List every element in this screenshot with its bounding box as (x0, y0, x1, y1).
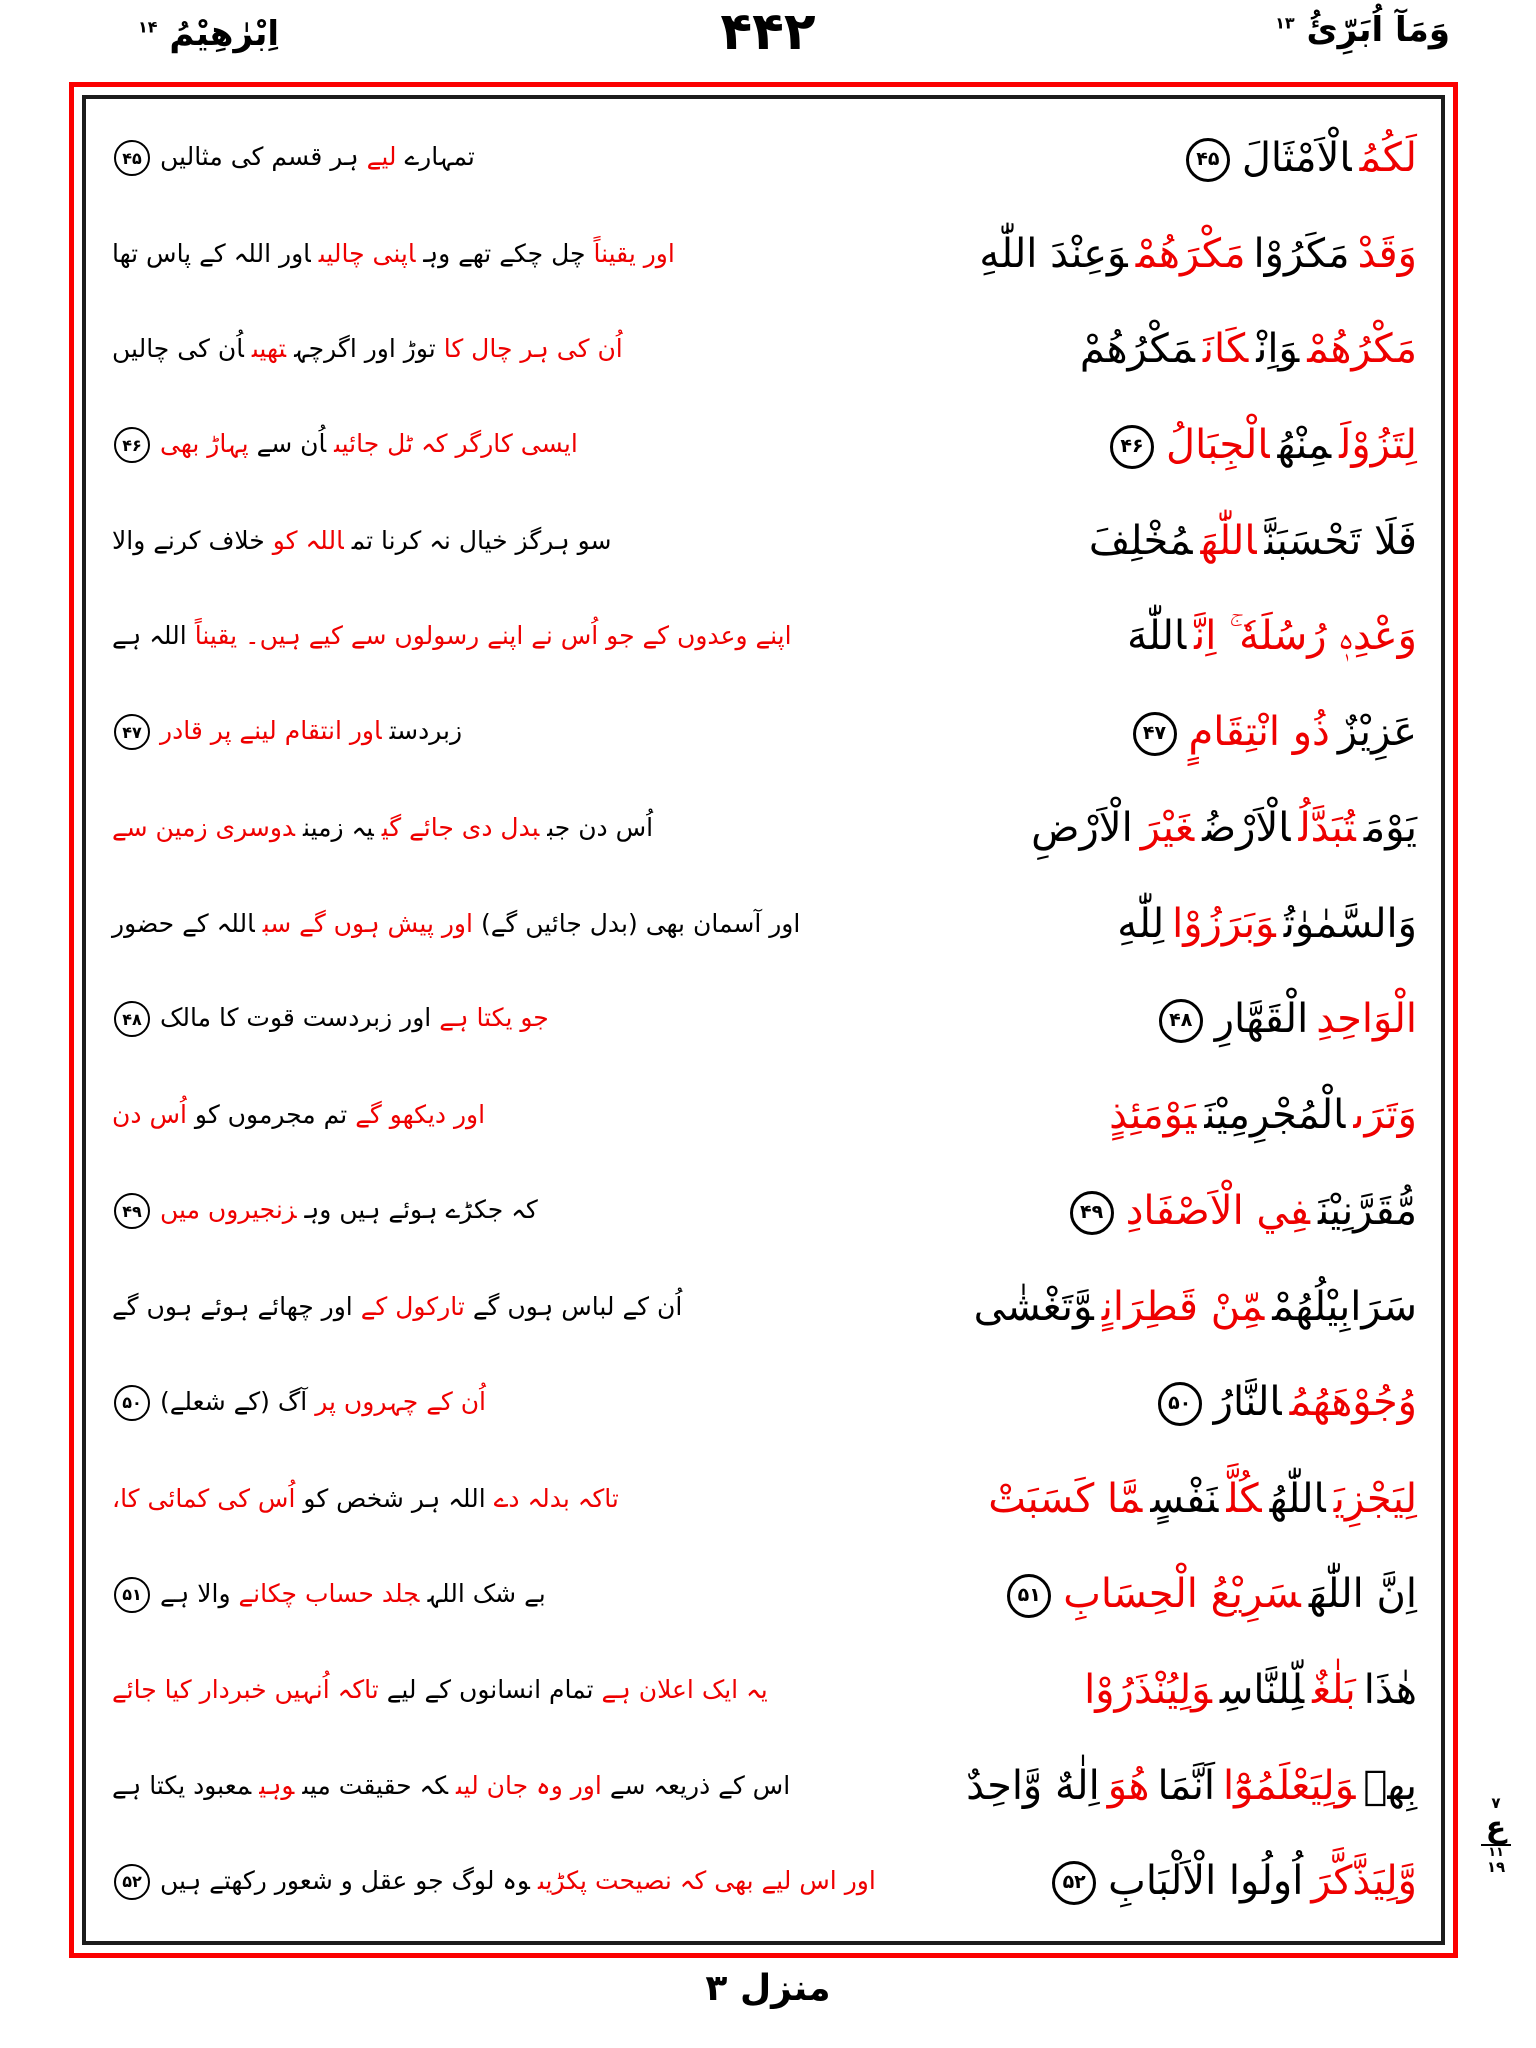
ayah-number-badge: ۴۹ (114, 1193, 150, 1229)
arabic-text (1102, 422, 1421, 469)
verse-row (102, 1476, 1421, 1522)
ayah-number-badge: ۴۸ (114, 1001, 150, 1037)
urdu-translation (102, 1193, 542, 1229)
arabic-segment: يَوْمَ (1363, 805, 1417, 852)
arabic-segment: بِهٖ (1363, 1762, 1417, 1809)
arabic-segment: عَزِيْزٌ (1337, 708, 1417, 755)
arabic-segment: كُلَّ (1226, 1475, 1262, 1522)
manzil-label: منزل ۳ (705, 1968, 831, 2009)
ayah-number-badge: ۴۹ (1070, 1191, 1114, 1235)
urdu-segment: اُس دن جب (547, 813, 654, 843)
urdu-segment: زبردست (389, 716, 463, 746)
arabic-segment: وَعْدِهٖ رُسُلَهٗ ۚ اِنَّ (1194, 613, 1417, 660)
urdu-segment: بدل دی جائے گی (381, 813, 540, 843)
ruku-number-in-juz: ۱۹ (1486, 1857, 1506, 1876)
arabic-segment: اللّٰهَ (1200, 518, 1257, 565)
arabic-segment: هُوَ (1107, 1762, 1150, 1809)
urdu-segment: سو ہرگز خیال نہ کرنا تم (351, 526, 612, 556)
urdu-segment: تاکہ اُنہیں خبردار کیا جائے (112, 1675, 379, 1705)
verse-row (102, 1858, 1421, 1905)
arabic-segment: وَلِيَعْلَمُوْٓا (1223, 1762, 1356, 1809)
urdu-segment: توڑ اور اگرچہ (294, 334, 436, 364)
ruku-ain-symbol: ع (1485, 1809, 1507, 1845)
arabic-segment: اِنَّ اللّٰهَ (1308, 1571, 1417, 1618)
verse-row (102, 422, 1421, 469)
arabic-segment: لِّلنَّاسِ (1219, 1667, 1305, 1714)
arabic-segment: مِّنْ قَطِرَانٍ (1101, 1283, 1265, 1330)
urdu-translation (102, 1675, 772, 1705)
arabic-segment: مَكَرُوْا (1253, 231, 1350, 278)
urdu-segment: کہ جکڑے ہوئے ہیں وہ (304, 1195, 538, 1225)
juz-name (1275, 10, 1450, 50)
ayah-number-badge: ۵۱ (114, 1577, 150, 1613)
arabic-segment: الْوَاحِدِ (1316, 995, 1417, 1042)
arabic-text (984, 1476, 1421, 1522)
arabic-text (962, 1763, 1421, 1809)
verse-row (102, 1284, 1421, 1330)
urdu-translation (102, 621, 796, 651)
urdu-segment: بے شک اللہ (427, 1578, 546, 1608)
urdu-segment: تمہارے (404, 142, 475, 172)
arabic-segment: الْاَرْضُ (1202, 805, 1291, 852)
arabic-segment: اُولُوا الْاَلْبَابِ (1108, 1858, 1304, 1905)
urdu-segment: کہ حقیقت میں (302, 1770, 449, 1800)
urdu-segment: تمام انسانوں کے لیے (386, 1675, 594, 1705)
arabic-segment: اَنَّمَا (1157, 1762, 1216, 1809)
ayah-number-badge: ۵۲ (114, 1864, 150, 1900)
urdu-segment: اللہ ہے (112, 621, 187, 651)
arabic-segment: وَلِيُنْذَرُوْا (1084, 1667, 1212, 1714)
urdu-segment: اور اللہ کے پاس تھا (112, 239, 311, 269)
urdu-translation (102, 334, 627, 364)
arabic-segment: مَّا كَسَبَتْ (988, 1475, 1143, 1522)
urdu-segment: معبود یکتا ہے (112, 1770, 252, 1800)
arabic-segment: مَكْرَهُمْ (1135, 231, 1246, 278)
urdu-segment: اس کے ذریعہ سے (609, 1770, 791, 1800)
verse-row (102, 326, 1421, 372)
urdu-segment: تھیں (251, 334, 287, 364)
arabic-segment: الْجِبَالُ (1166, 421, 1270, 468)
urdu-segment: اُن سے (256, 429, 327, 459)
urdu-translation (102, 909, 804, 939)
arabic-segment: وَّلِيَذَّكَّرَ (1311, 1858, 1417, 1905)
urdu-translation (102, 1864, 880, 1900)
surah-number: ۱۴ (138, 17, 158, 37)
urdu-segment: زنجیروں میں (160, 1195, 297, 1225)
urdu-segment: اللہ ہر شخص کو (303, 1483, 486, 1513)
surah-title: اِبْرٰهِيْمُ (169, 14, 280, 54)
urdu-segment: والا ہے (160, 1578, 231, 1608)
arabic-segment: الْاَرْضِ (1031, 805, 1133, 852)
urdu-segment: تم مجرموں کو (194, 1100, 348, 1130)
urdu-segment: اُس کی کمائی کا، (112, 1483, 296, 1513)
urdu-segment: تاکہ بدلہ دے (493, 1483, 619, 1513)
urdu-segment: اپنے وعدوں کے جو اُس نے اپنے رسولوں سے کیے ہیں۔ یقیناً (194, 621, 792, 651)
urdu-segment: اُن کے لباس ہوں گے (472, 1291, 683, 1321)
arabic-segment: كَانَ (1202, 326, 1249, 373)
verse-row (102, 518, 1421, 564)
arabic-segment: بَلٰغٌ (1312, 1667, 1356, 1714)
arabic-segment: مُخْلِفَ (1088, 518, 1193, 565)
arabic-segment: سَرَابِيْلُهُمْ (1272, 1283, 1417, 1330)
arabic-text (999, 1571, 1421, 1618)
urdu-segment: اور یقیناً (593, 239, 675, 269)
urdu-translation (102, 1771, 794, 1801)
ruku-margin-marker (1472, 1796, 1520, 1876)
arabic-segment: وَبَرَزُوْا (1172, 900, 1276, 947)
ayah-number-badge: ۴۷ (1133, 712, 1177, 756)
urdu-translation (102, 140, 479, 176)
urdu-translation (102, 1577, 550, 1613)
urdu-translation (102, 714, 466, 750)
urdu-segment: آگ (کے شعلے) (160, 1386, 308, 1416)
urdu-segment: ایسی کارگر کہ ٹل جائیں (334, 429, 578, 459)
urdu-segment: اللہ کو (272, 526, 344, 556)
arabic-segment: اللّٰهَ (1127, 613, 1187, 660)
urdu-segment: اللہ کے حضور (112, 908, 255, 938)
urdu-translation (102, 239, 679, 269)
arabic-segment: ذُو انْتِقَامٍ (1188, 708, 1330, 755)
urdu-translation (102, 813, 657, 843)
arabic-segment: مَكْرُهُمْ (1307, 326, 1417, 373)
verse-row (102, 1571, 1421, 1618)
arabic-segment: وَاِنْ (1256, 326, 1300, 373)
verse-row (102, 805, 1421, 851)
verse-row (102, 613, 1421, 659)
urdu-segment: پہاڑ بھی (160, 429, 249, 459)
verse-rows-container (92, 104, 1435, 1936)
arabic-text (1076, 326, 1421, 372)
urdu-segment: جلد حساب چکانے (238, 1578, 420, 1608)
verse-row (102, 231, 1421, 277)
arabic-segment: الْاَمْثَالَ (1241, 134, 1352, 181)
urdu-translation (102, 1484, 623, 1514)
verse-row (102, 1763, 1421, 1809)
arabic-segment: وَتَرَى (1353, 1092, 1417, 1139)
page-header (0, 0, 1536, 80)
arabic-text (1150, 1379, 1421, 1426)
ayah-number-badge: ۴۷ (114, 714, 150, 750)
urdu-translation (102, 1100, 489, 1130)
arabic-text (1062, 1188, 1421, 1235)
arabic-text (1113, 901, 1421, 947)
urdu-segment: اور چھائے ہوئے ہوں گے (112, 1291, 353, 1321)
urdu-segment: اُن کے چہروں پر (315, 1386, 486, 1416)
arabic-segment: النَّارُ (1213, 1379, 1282, 1426)
urdu-translation (102, 1385, 490, 1421)
ruku-number-in-surah: ۷ (1491, 1794, 1501, 1812)
arabic-segment: وَّتَغْشٰى (973, 1283, 1094, 1330)
verse-row (102, 1379, 1421, 1426)
urdu-segment: چل چکے تھے وہ (423, 239, 586, 269)
arabic-text (1123, 613, 1421, 659)
arabic-text (1125, 709, 1422, 756)
arabic-segment: هٰذَا (1363, 1667, 1417, 1714)
arabic-text (975, 231, 1421, 277)
arabic-segment: لِلّٰهِ (1117, 900, 1165, 947)
urdu-segment: اور انتقام لینے پر قادر (160, 716, 382, 746)
verse-row (102, 1188, 1421, 1235)
ayah-number-badge: ۵۱ (1007, 1574, 1051, 1618)
ayah-number-badge: ۵۰ (114, 1385, 150, 1421)
urdu-segment: جو یکتا ہے (439, 1003, 549, 1033)
arabic-segment: مَكْرُهُمْ (1079, 326, 1195, 373)
urdu-translation (102, 526, 616, 556)
arabic-segment: سَرِيْعُ الْحِسَابِ (1063, 1571, 1301, 1618)
verse-row (102, 1667, 1421, 1713)
arabic-text (1151, 996, 1421, 1043)
arabic-segment: وُجُوْهَهُمُ (1289, 1379, 1417, 1426)
urdu-segment: خلاف کرنے والا (112, 526, 265, 556)
arabic-segment: تُبَدَّلُ (1298, 805, 1356, 852)
ayah-number-badge: ۵۲ (1052, 1861, 1096, 1905)
urdu-segment: اپنی چالیں (318, 239, 416, 269)
ayah-number-badge: ۴۵ (1186, 138, 1230, 182)
urdu-segment: وہ لوگ جو عقل و شعور رکھتے ہیں (160, 1865, 530, 1895)
arabic-segment: اِلٰهٌ وَّاحِدٌ (966, 1762, 1100, 1809)
urdu-segment: یہ زمین (303, 813, 374, 843)
urdu-segment: تارکول کے (360, 1291, 465, 1321)
verse-row (102, 996, 1421, 1043)
arabic-segment: نَفْسٍ (1150, 1475, 1219, 1522)
juz-title: وَمَآ اُبَرِّئُ (1306, 10, 1450, 50)
urdu-segment: اور پیش ہوں گے سب (262, 908, 473, 938)
urdu-segment: اور زبردست قوت کا مالک (160, 1003, 432, 1033)
arabic-segment: يَوْمَئِذٍ (1109, 1092, 1197, 1139)
arabic-segment: لِيَجْزِيَ (1333, 1475, 1417, 1522)
verse-row (102, 135, 1421, 182)
ayah-number-badge: ۴۸ (1159, 999, 1203, 1043)
arabic-segment: مُّقَرَّنِيْنَ (1317, 1187, 1417, 1234)
arabic-segment: فِي الْاَصْفَادِ (1125, 1187, 1310, 1234)
arabic-segment: وَقَدْ (1357, 231, 1417, 278)
ayah-number-badge: ۴۵ (114, 140, 150, 176)
urdu-segment: اُن کی چالیں (112, 334, 244, 364)
urdu-segment: وہی (259, 1770, 295, 1800)
verse-row (102, 901, 1421, 947)
arabic-text (1105, 1092, 1421, 1138)
urdu-segment: اور اس لیے بھی کہ نصیحت پکڑیں (537, 1865, 876, 1895)
arabic-text (970, 1284, 1421, 1330)
urdu-segment: یہ ایک اعلان ہے (601, 1675, 768, 1705)
urdu-translation (102, 1001, 553, 1037)
urdu-segment: لیے (366, 142, 397, 172)
arabic-text (1027, 805, 1421, 851)
urdu-segment: اور آسمان بھی (بدل جائیں گے) (480, 908, 801, 938)
urdu-segment: ہر قسم کی مثالیں (160, 142, 359, 172)
ayah-number-badge: ۴۶ (1110, 425, 1154, 469)
urdu-translation (102, 427, 582, 463)
arabic-segment: الْمُجْرِمِيْنَ (1204, 1092, 1346, 1139)
arabic-segment: وَعِنْدَ اللّٰهِ (979, 231, 1128, 278)
urdu-segment: اُن کی ہر چال کا (443, 334, 623, 364)
verse-row (102, 709, 1421, 756)
ruku-ayah-count: ۱۱ (1481, 1844, 1511, 1860)
urdu-segment: اور وہ جان لیں (456, 1770, 602, 1800)
arabic-text (1178, 135, 1421, 182)
arabic-text (1085, 518, 1421, 564)
arabic-segment: مِنْهُ (1277, 421, 1332, 468)
arabic-segment: لِتَزُوْلَ (1339, 421, 1417, 468)
verse-row (102, 1092, 1421, 1138)
arabic-segment: غَيْرَ (1140, 805, 1195, 852)
urdu-segment: اُس دن (112, 1100, 187, 1130)
arabic-text (1080, 1667, 1421, 1713)
page-number: ۴۴۲ (720, 2, 816, 62)
urdu-translation (102, 1292, 686, 1322)
urdu-segment: دوسری زمین سے (112, 813, 296, 843)
arabic-text (1044, 1858, 1421, 1905)
arabic-segment: فَلَا تَحْسَبَنَّ (1264, 518, 1417, 565)
arabic-segment: الْقَهَّارِ (1214, 995, 1309, 1042)
urdu-segment: اور دیکھو گے (355, 1100, 486, 1130)
ayah-number-badge: ۴۶ (114, 427, 150, 463)
arabic-segment: وَالسَّمٰوٰتُ (1283, 900, 1417, 947)
ayah-number-badge: ۵۰ (1158, 1382, 1202, 1426)
arabic-segment: اللّٰهُ (1269, 1475, 1326, 1522)
arabic-segment: لَكُمُ (1359, 134, 1417, 181)
juz-number: ۱۳ (1275, 13, 1295, 33)
